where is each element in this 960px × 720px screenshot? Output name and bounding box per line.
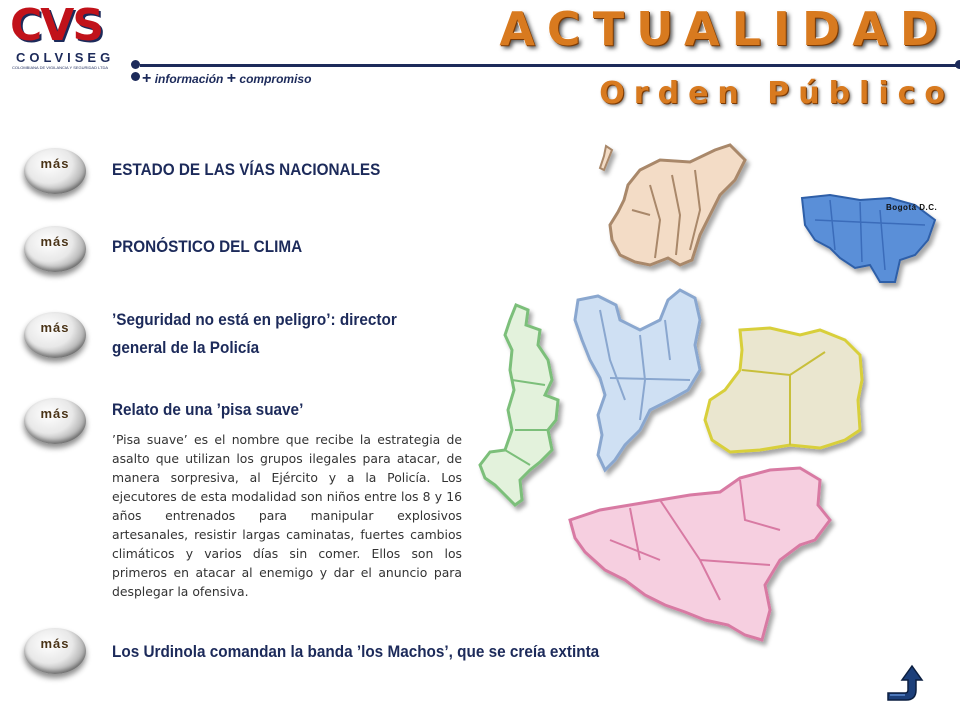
company-logo (6, 0, 146, 74)
region-west[interactable] (480, 305, 558, 505)
region-east[interactable] (705, 328, 862, 452)
news-body: ’Pisa suave’ es el nombre que recibe la estrategia de asalto que utilizan los grupos ilegales para atacar, de manera sorpresiva, al Ejército y a la Policía. Los ejecutores de esta modalidad son niños entre los 8 y 16 años entrenados para manipular explosivos artesanales, resistir largas caminatas, fuertes cambios climáticos y varios días sin comer. Ellos son los primeros en atacar al enemigo y dar el anuncio para desplegar la ofensiva. (112, 432, 462, 599)
logo-tagline: COLOMBIANA DE VIGILANCIA Y SEGURIDAD LTDA (12, 65, 109, 70)
region-central[interactable] (575, 290, 700, 470)
news-link-weather[interactable]: PRONÓSTICO DEL CLIMA (112, 237, 303, 256)
header-dot (131, 72, 140, 81)
more-button[interactable]: más (24, 628, 86, 674)
news-link-security[interactable] (112, 310, 397, 358)
logo-text: CVS (10, 0, 103, 51)
news-title-line: general de la Policía (112, 338, 260, 357)
header-rule (140, 64, 960, 67)
news-link-urdinola[interactable]: Los Urdinola comandan la banda ’los Machos’, que se creía extinta (112, 642, 600, 661)
bogota-label: Bogotá D.C. (886, 203, 938, 212)
return-arrow-icon[interactable] (880, 660, 928, 708)
more-button[interactable]: más (24, 398, 86, 444)
section-title: ACTUALIDAD (499, 2, 950, 56)
more-button[interactable]: más (24, 148, 86, 194)
news-title-line: ’Seguridad no está en peligro’: director (112, 310, 397, 329)
news-link-roads[interactable]: ESTADO DE LAS VÍAS NACIONALES (112, 160, 381, 179)
region-north[interactable] (600, 145, 745, 265)
tagline: + información + compromiso (142, 70, 312, 87)
header-dot (955, 60, 960, 69)
more-button[interactable]: más (24, 226, 86, 272)
logo-subtitle: COLVISEG (16, 50, 115, 65)
news-link-pisa-suave[interactable]: Relato de una ’pisa suave’ (112, 400, 304, 419)
region-south[interactable] (570, 468, 830, 640)
header-dot (131, 60, 140, 69)
section-subtitle: Orden Público (599, 76, 954, 111)
more-button[interactable]: más (24, 312, 86, 358)
colombia-region-map (470, 140, 960, 660)
